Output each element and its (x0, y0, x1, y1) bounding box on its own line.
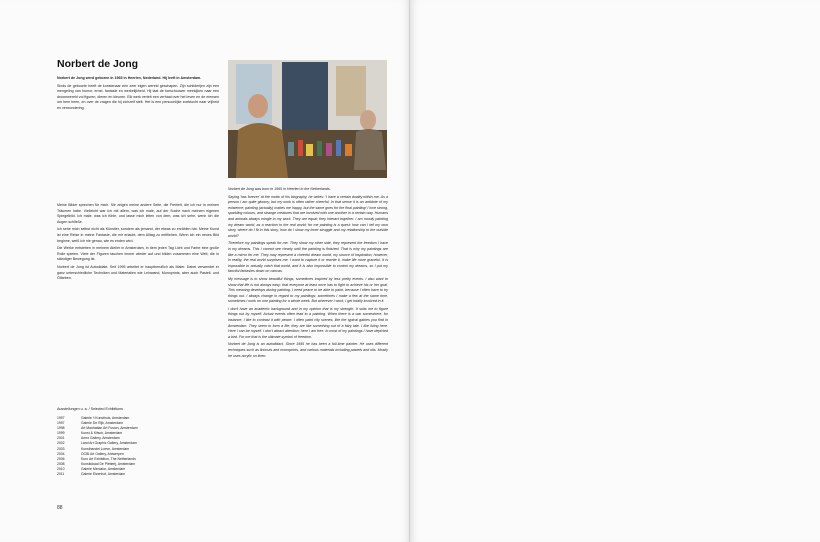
venue: Kunsthandel Loeve, Amsterdam (81, 446, 130, 451)
artist-studio-photo (228, 60, 387, 178)
venue: Kunst & Kitsch, Amsterdam (81, 431, 123, 436)
year: 2006 (57, 456, 65, 461)
year: 2011 (57, 472, 65, 477)
lead-paragraph: Norbert de Jong werd geboren in 1965 in Heerlen, Nederland. Hij leeft in Amsterdam. (57, 76, 202, 80)
english-paragraph: I don't have an academic background and in my opinion that is my strength. It suits me to figure things out by myself. Actual events often lead to a painting. When there is a war somewhere, for instance, I like to contrast it with peace. I often paint city scenes, like the typical gables you find in Amsterdam. They seem to form a life; they are like something out of a fairy tale. I like living here. Here I can be myself. I don't attract attention; here I am free. In most of my paintings I have depicted a bird. For me that is the ultimate symbol of freedom. (228, 306, 388, 339)
dutch-paragraph: Ich sehe mich selbst nicht als Künstler, sondern als jemand, der etwas zu erzählen hat. Meine Kunst ist eine Reise in meine Fantasie, die mir erlaubt, dem Alltag zu entfliehen. Wenn ich ein neues Bild beginne, weiß ich nie genau, wie es enden wird. (57, 227, 219, 243)
year: 1998 (57, 426, 65, 431)
venue: Kunstlokaal De Pletterij, Amsterdam (81, 461, 136, 466)
list-item (57, 472, 138, 477)
english-text (228, 187, 388, 361)
dutch-paragraph: Sinds de geboorte heeft de kunstenaar een zeer eigen wereld geschapen. Zijn schilderijen zijn een mengeling van humor, ernst, fantasie en werkelijkheid. Hij laat de toeschouwer meekijken naar een droomwereld vol figuren, dieren en kleuren. Elk werk vertelt een verhaal over het leven en de mensen om hem heen, en over de vragen die hij zichzelf stelt. Het is een persoonlijke zoektocht naar vrijheid en verwondering. (57, 83, 219, 110)
venue: Land Art Graphic Gallery, Amsterdam (81, 441, 137, 446)
year: 1999 (57, 431, 65, 436)
english-paragraph: Therefore my paintings speak for me. They show my other side, they represent the freedom I have in my dreams. This I cannot see clearly until the painting is finished. That is why my paintings are like a mirror for me. They may represent a cheerful dream world, my source of inspiration; however, in reality, the real world surprises me. I want to capture it or rewrite it, make life more graceful. It is impossible to actually catch that world, and it is also impossible to control my dreams, so I put my fanciful fantasies down on canvas. (228, 241, 388, 274)
english-paragraph: Norbert de Jong is an autodidact. Since 1995 he has been a full-time painter. He uses different techniques such as linocuts and monoprints, and various materials including pastels and oils. Mostly he uses acrylic on linen. (228, 342, 388, 358)
year: 2002 (57, 441, 65, 446)
year: 2001 (57, 436, 65, 441)
dutch-body (57, 203, 219, 284)
dutch-paragraph: Norbert de Jong ist Autodidakt. Seit 1995 arbeitet er hauptberuflich als Maler. Dabei verwendet er ganz unterschiedliche Techniken und Materialien wie Leinwand, Monoprints, aber auch Pastell- und Ölfarben. (57, 264, 219, 281)
dutch-intro (57, 76, 219, 114)
venue: Galerie Elzenhof, Amsterdam (81, 472, 126, 477)
exhibitions-title: Ausstellungen u. a. / Selected Exhibitions (57, 407, 123, 411)
article-title: Norbert de Jong (57, 58, 139, 70)
venue: Galerie 't Kunsthuis, Amsterdam (81, 416, 130, 420)
venue: Galerie De Rijk, Amsterdam (81, 421, 123, 426)
year: 2003 (57, 446, 65, 451)
year: 2008 (57, 461, 65, 466)
english-paragraph: My message is to show beautiful things, sometimes inspired by less pretty events. I also want to show that life is not always easy: that everyone at least once has to fight to achieve his or her goal. This meaning develops during painting. I need peace to be able to paint, because I often have to try things out. I always change in regard to my paintings; sometimes I make a few at the same time, sometimes I work on one painting for a whole week. But wherever I work, I get totally involved in it. (228, 276, 388, 304)
page-number: 88 (57, 505, 63, 511)
venue: Galerie Mercator, Amsterdam (81, 466, 126, 471)
year: 1997 (57, 421, 65, 426)
venue: OCBI Art Gallery, Antwerpen (81, 451, 124, 456)
venue: Euro Art Exhibition, The Netherlands (81, 456, 136, 461)
exhibitions-list (57, 416, 138, 477)
year: 1997 (57, 416, 65, 420)
right-page (410, 0, 820, 542)
english-paragraph: Norbert de Jong was born in 1965 in Heerlen in the Netherlands. (228, 187, 331, 191)
year: 2004 (57, 451, 65, 456)
venue: Amro Gallery, Amsterdam (81, 436, 120, 441)
venue: Art Manhattan Art Fusion, Amsterdam (81, 426, 138, 431)
year: 2010 (57, 466, 65, 471)
dutch-paragraph: Meine Bilder sprechen für mich. Sie zeigen meine andere Seite, die Freiheit, die ich nur in meinen Träumen habe. Vielleicht war ich mit allem, was ich male, auf der Suche nach meinem eigenen Spiegelbild. Ich male, was ich fühle, und lasse mich leiten von dem, was ich sehe, wenn ich die Augen schließe. (57, 203, 219, 224)
english-paragraph: Saying 'has forever' at the motto of his biography, he writes: 'I have a certain duality within me. As a person I am quite gloomy, but my work is often rather cheerful. In that sense it is an antidote of my existence; painting (actually) makes me happy, but the same goes for the final painting! I love strong, sparkling colours, and strange creatures that are involved with one another in a certain way. Humans and animals always mingle in my work. They are equal; they interact together. I am mostly painting my dream world, as a reaction to the real world; for me painting is a quest: how can I tell my own story, where do I fit in this story, how do I show my inner struggle and my relationship to the outside world? (228, 194, 388, 238)
dutch-paragraph: Die Werke entstehen in meinem Atelier in Amsterdam, in dem jeden Tag Licht und Farbe eine große Rolle spielen. Viele der Figuren tauchen immer wieder auf und bilden zusammen eine Welt, die in ständiger Bewegung ist. (57, 246, 219, 262)
